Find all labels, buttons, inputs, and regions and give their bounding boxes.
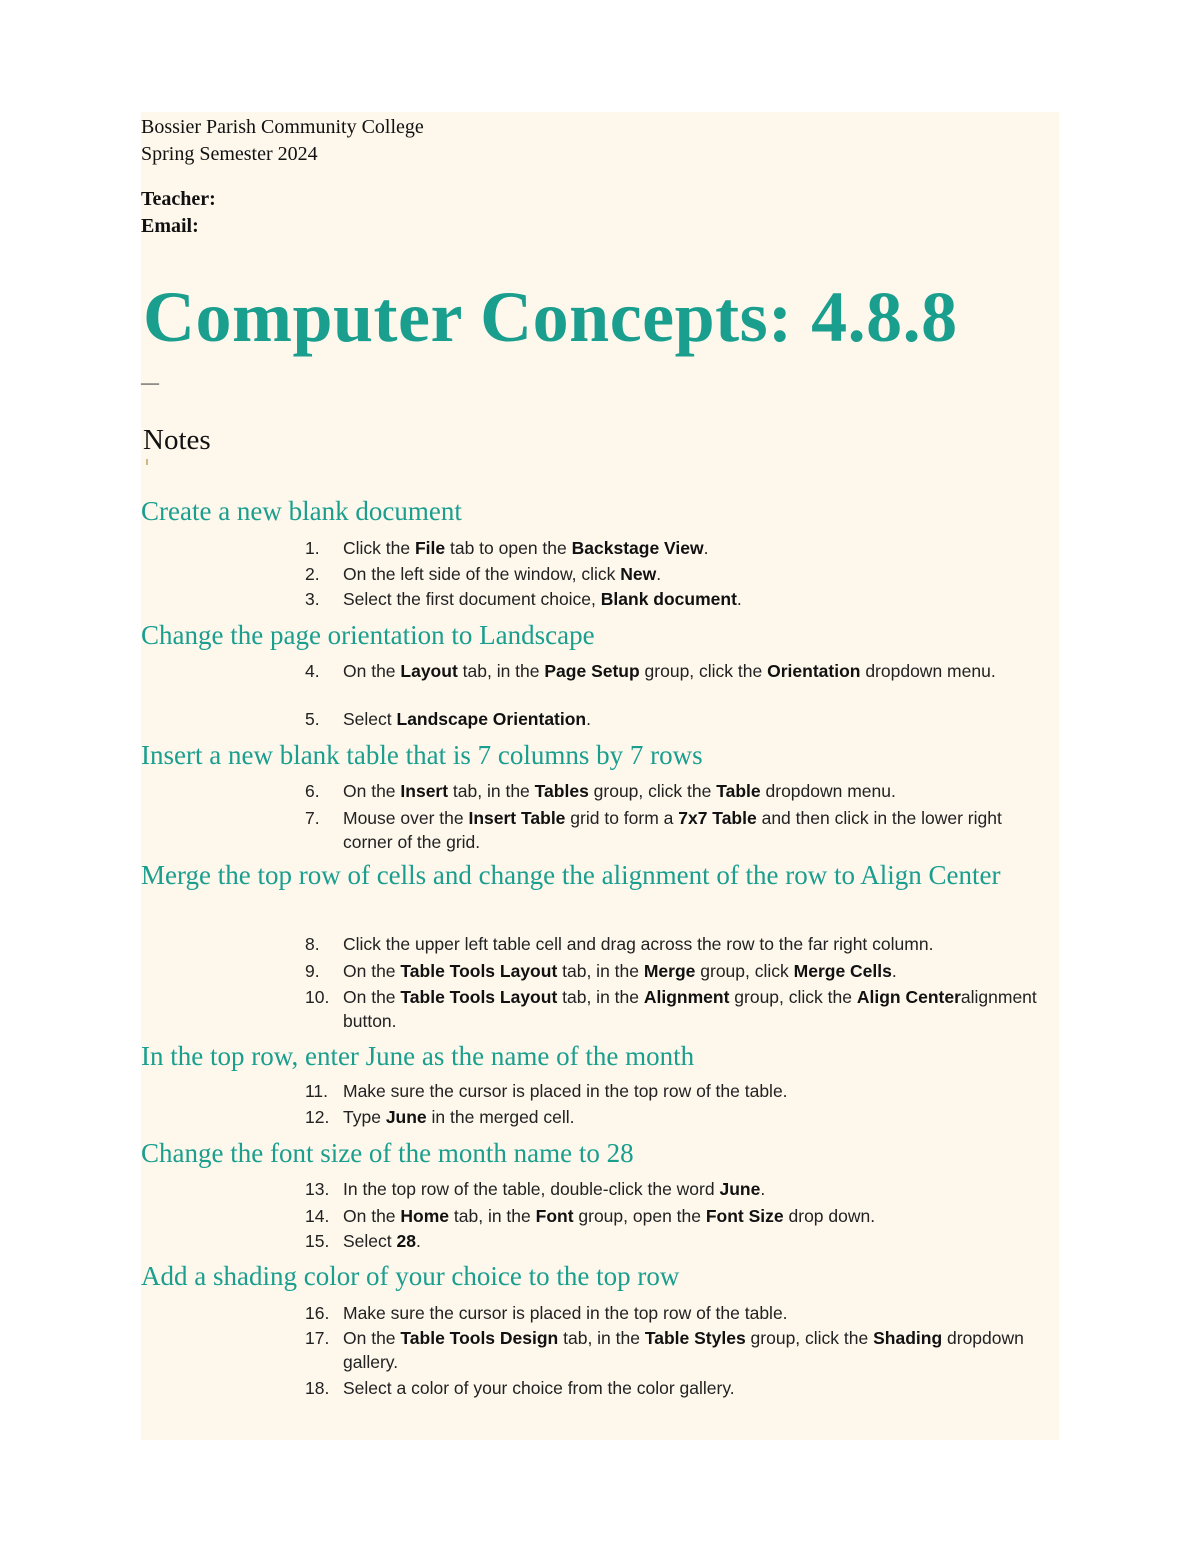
plain-text: group, click the [588,781,717,801]
list-item-number: 4. [305,661,320,681]
list-item [305,1079,1045,1103]
notes-heading: Notes [143,424,211,456]
emphasis-text: Table Tools Layout [400,961,558,981]
list-item [305,985,1045,1033]
emphasis-text: Blank document [600,589,737,609]
plain-text: dropdown gallery. [343,1328,1024,1372]
list-item-number: 5. [305,709,320,729]
emphasis-text: Insert [400,781,449,801]
plain-text: tab, in the [448,781,535,801]
emphasis-text: Home [400,1206,450,1226]
plain-text: Select the first document choice, [343,589,601,609]
plain-text: dropdown menu. [860,661,996,681]
teacher-label: Teacher: [141,188,216,210]
plain-text: dropdown menu. [760,781,896,801]
list-item [305,779,1045,803]
plain-text: grid to form a [565,808,679,828]
list-item-text [343,1229,1045,1253]
emphasis-text: Page Setup [544,661,640,681]
plain-text: On the [343,987,401,1007]
list-item-number: 7. [305,808,320,828]
section-heading: In the top row, enter June as the name of the month [141,1041,695,1071]
plain-text: . [415,1231,421,1251]
plain-text: tab, in the [449,1206,536,1226]
email-label: Email: [141,215,199,237]
section-heading: Insert a new blank table that is 7 columns by 7 rows [141,740,703,770]
list-item-number: 1. [305,538,320,558]
emphasis-text: Font [535,1206,574,1226]
list-item [305,1229,1045,1253]
emphasis-text: Backstage View [571,538,704,558]
list-item-text [343,779,1045,803]
list-item-text [343,659,1045,683]
plain-text: Select a color of your choice from the color gallery. [343,1378,735,1398]
emphasis-text: 28 [396,1231,416,1251]
college-name: Bossier Parish Community College [141,116,424,138]
emphasis-text: Merge [643,961,696,981]
list-item-text [343,1105,1045,1129]
plain-text: Select [343,709,397,729]
list-item-number: 17. [305,1328,330,1348]
list-item-text [343,1301,1045,1325]
plain-text: tab, in the [557,961,644,981]
plain-text: . [736,589,742,609]
list-item [305,1326,1045,1374]
list-item-text [343,806,1045,854]
plain-text: . [656,564,662,584]
emphasis-text: Table Styles [644,1328,746,1348]
plain-text: group, click [695,961,794,981]
emphasis-text: Table Tools Layout [400,987,558,1007]
list-item [305,707,1045,731]
list-item-number: 12. [305,1107,330,1127]
emphasis-text: Merge Cells [793,961,892,981]
emphasis-text: Table [716,781,761,801]
plain-text: On the left side of the window, click [343,564,621,584]
list-item-number: 14. [305,1206,330,1226]
plain-text: . [703,538,709,558]
emphasis-text: Insert Table [468,808,566,828]
list-item-text [343,1204,1045,1228]
list-item-text [343,1079,1045,1103]
list-item [305,932,1045,956]
plain-text: . [586,709,591,729]
plain-text: group, open the [573,1206,706,1226]
list-item-text [343,1177,1045,1201]
list-item [305,959,1045,983]
list-item [305,1177,1045,1201]
plain-text: and then click in the lower right corner of the grid. [343,808,1002,852]
list-item [305,1204,1045,1228]
list-item-number: 11. [305,1081,329,1101]
plain-text: group, click the [745,1328,874,1348]
plain-text: On the [343,781,401,801]
list-item [305,587,1045,611]
list-item-number: 6. [305,781,320,801]
plain-text: On the [343,961,401,981]
list-item-text [343,536,1045,560]
plain-text: group, click the [639,661,768,681]
emphasis-text: Layout [400,661,458,681]
plain-text: tab, in the [558,1328,645,1348]
emphasis-text: File [414,538,446,558]
plain-text: alignment button. [343,987,1037,1031]
plain-text: tab, in the [557,987,644,1007]
emphasis-text: Shading [873,1328,943,1348]
emphasis-text: Table Tools Design [400,1328,559,1348]
emphasis-text: Tables [534,781,589,801]
list-item-number: 3. [305,589,320,609]
plain-text: Click the upper left table cell and drag across the row to the far right column. [343,934,934,954]
list-item-text [343,1326,1045,1374]
list-item-number: 10. [305,987,330,1007]
list-item [305,1105,1045,1129]
emphasis-text: Orientation [767,661,861,681]
list-item [305,1301,1045,1325]
plain-text: Select [343,1231,397,1251]
emphasis-text: Landscape Orientation [396,709,587,729]
list-item-number: 18. [305,1378,330,1398]
plain-text: Mouse over the [343,808,469,828]
section-heading: Merge the top row of cells and change the alignment of the row to Align Center [141,860,1001,890]
emphasis-text: New [620,564,657,584]
plain-text: in the merged cell. [426,1107,575,1127]
list-item-number: 9. [305,961,320,981]
list-item-text [343,932,1045,956]
plain-text: . [891,961,897,981]
list-item [305,562,1045,586]
emphasis-text: Font Size [705,1206,784,1226]
list-item-text [343,1376,1045,1400]
plain-text: On the [343,661,401,681]
list-item-number: 2. [305,564,320,584]
list-item-number: 13. [305,1179,330,1199]
list-item [305,806,1045,854]
list-item-text [343,959,1045,983]
emphasis-text: Alignment [643,987,730,1007]
emphasis-text: Align Center [856,987,961,1007]
emphasis-text: 7x7 Table [678,808,757,828]
separator: __ [141,366,159,386]
section-heading: Add a shading color of your choice to the top row [141,1261,680,1291]
list-item-number: 8. [305,934,320,954]
list-item-number: 15. [305,1231,330,1251]
plain-text: In the top row of the table, double-click the word [343,1179,720,1199]
section-heading: Create a new blank document [141,496,462,526]
list-item-number: 16. [305,1303,330,1323]
section-heading: Change the font size of the month name to 28 [141,1138,634,1168]
plain-text: group, click the [729,987,857,1007]
list-item-text [343,587,1045,611]
list-item-text [343,707,1045,731]
plain-text: drop down. [783,1206,876,1226]
plain-text: tab to open the [445,538,572,558]
plain-text: tab, in the [457,661,545,681]
list-item [305,1376,1045,1400]
emphasis-text: June [385,1107,427,1127]
list-item-text [343,562,1045,586]
section-heading: Change the page orientation to Landscape [141,620,595,650]
page-title: Computer Concepts: 4.8.8 [143,277,958,357]
plain-text: On the [343,1328,401,1348]
plain-text: Make sure the cursor is placed in the top row of the table. [343,1081,788,1101]
plain-text: Make sure the cursor is placed in the top row of the table. [343,1303,788,1323]
list-item-text [343,985,1045,1033]
emphasis-text: June [719,1179,761,1199]
list-item [305,659,1045,683]
plain-text: . [760,1179,766,1199]
plain-text: Type [343,1107,386,1127]
semester: Spring Semester 2024 [141,143,318,165]
plain-text: Click the [343,538,415,558]
notes-marker [146,459,148,465]
plain-text: On the [343,1206,401,1226]
list-item [305,536,1045,560]
